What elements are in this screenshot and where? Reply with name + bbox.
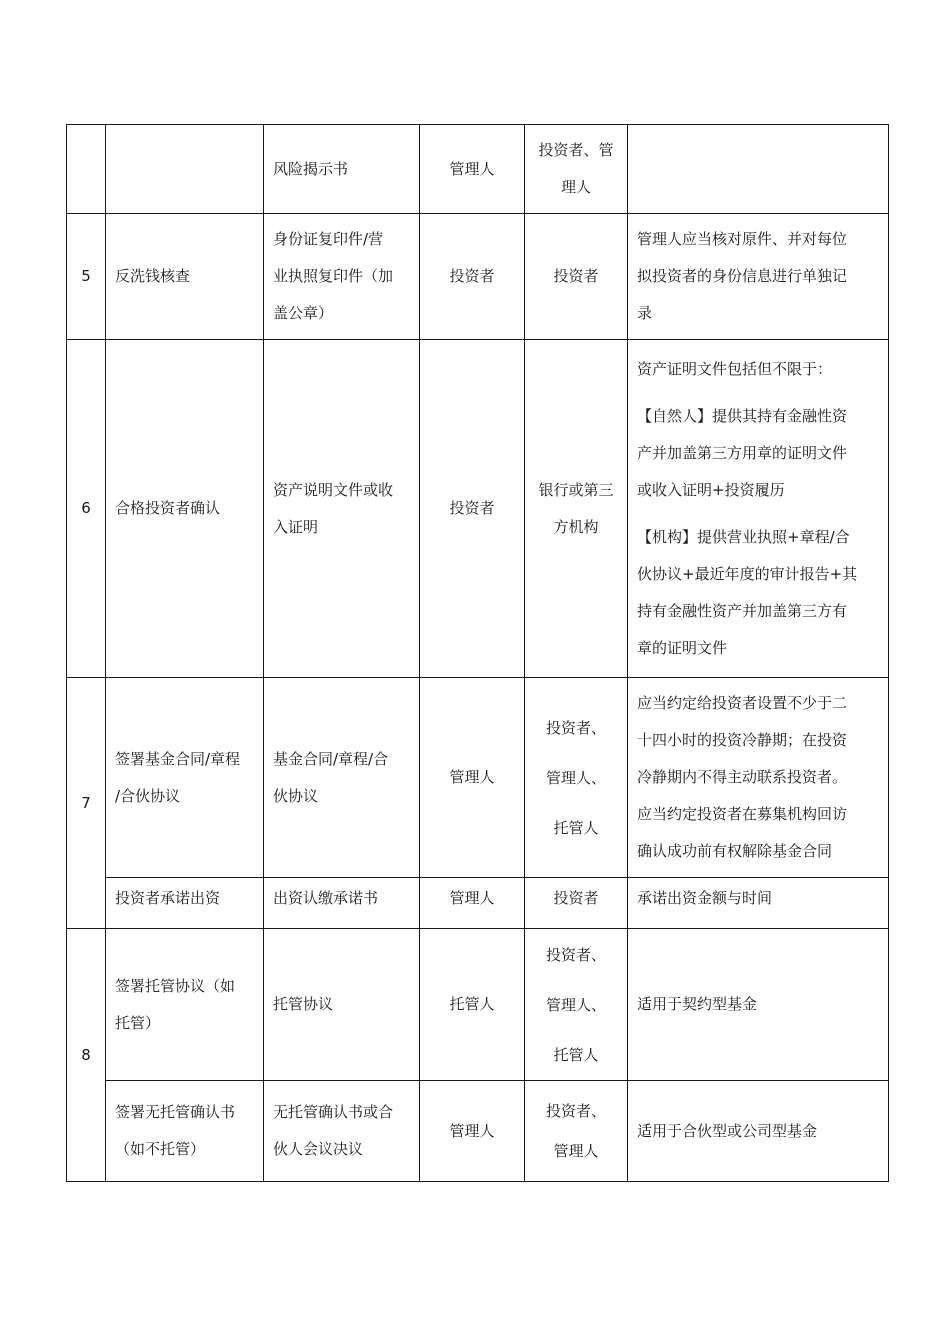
signer-cell: 投资者 [525,214,628,340]
process-table [66,124,889,1182]
document-cell: 基金合同/章程/合 伙协议 [264,678,420,878]
provider-cell: 管理人 [420,1081,525,1182]
table-row [67,1081,889,1182]
provider-cell: 投资者 [420,214,525,340]
note-cell: 管理人应当核对原件、并对每位 拟投资者的身份信息进行单独记 录 [628,214,889,340]
table-row [67,929,889,1081]
step-cell: 签署基金合同/章程 /合伙协议 [106,678,264,878]
signer-cell: 投资者 [525,878,628,929]
table-row [67,125,889,214]
step-cell: 投资者承诺出资 [106,878,264,929]
document-cell: 出资认缴承诺书 [264,878,420,929]
note-cell [628,125,889,214]
table-row [67,878,889,929]
row-index: 6 [67,340,106,678]
row-index: 7 [67,678,106,929]
note-cell: 承诺出资金额与时间 [628,878,889,929]
step-cell: 签署无托管确认书 （如不托管） [106,1081,264,1182]
note-intro: 资产证明文件包括但不限于： [637,359,833,378]
note-institution: 【机构】提供营业执照+章程/合 伙协议+最近年度的审计报告+其 持有金融性资产并加盖第三方有 章的证明文件 [637,527,858,657]
table-row [67,214,889,340]
note-cell: 应当约定给投资者设置不少于二 十四小时的投资冷静期；在投资 冷静期内不得主动联系投资者。 应当约定投资者在募集机构回访 确认成功前有权解除基金合同 [628,678,889,878]
provider-cell: 管理人 [420,125,525,214]
signer-cell: 投资者、 管理人、 托管人 [525,678,628,878]
signer-cell: 投资者、管 理人 [525,125,628,214]
note-cell [628,340,889,678]
note-natural-person: 【自然人】提供其持有金融性资 产并加盖第三方用章的证明文件 或收入证明+投资履历 [637,406,848,499]
document-cell: 风险揭示书 [264,125,420,214]
provider-cell: 投资者 [420,340,525,678]
provider-cell: 管理人 [420,878,525,929]
document-cell: 身份证复印件/营 业执照复印件（加 盖公章） [264,214,420,340]
document-cell: 无托管确认书或合 伙人会议决议 [264,1081,420,1182]
document-cell: 托管协议 [264,929,420,1081]
signer-cell: 投资者、 管理人、 托管人 [525,929,628,1081]
step-cell [106,125,264,214]
row-index [67,125,106,214]
provider-cell: 托管人 [420,929,525,1081]
note-cell: 适用于契约型基金 [628,929,889,1081]
signer-cell: 银行或第三 方机构 [525,340,628,678]
table-row [67,678,889,878]
signer-cell: 投资者、 管理人 [525,1081,628,1182]
step-cell: 合格投资者确认 [106,340,264,678]
step-cell: 反洗钱核查 [106,214,264,340]
table-row [67,340,889,678]
document-cell: 资产说明文件或收 入证明 [264,340,420,678]
note-cell: 适用于合伙型或公司型基金 [628,1081,889,1182]
step-cell: 签署托管协议（如 托管） [106,929,264,1081]
row-index: 8 [67,929,106,1182]
provider-cell: 管理人 [420,678,525,878]
row-index: 5 [67,214,106,340]
